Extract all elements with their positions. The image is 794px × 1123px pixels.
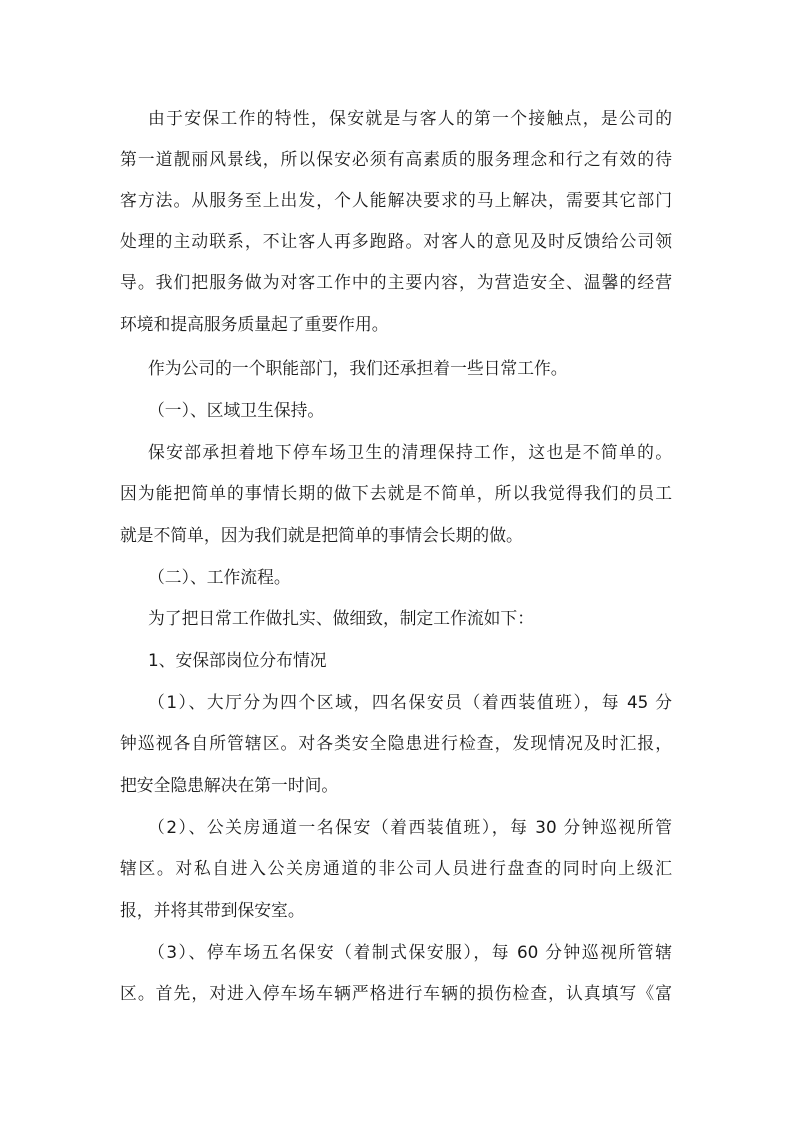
list-item-line: 把安全隐患解决在第一时间。 bbox=[120, 775, 339, 795]
paragraph-line: 由于安保工作的特性，保安就是与客人的第一个接触点，是公司的 bbox=[148, 108, 672, 128]
list-item-line: （3）、停车场五名保安（着制式保安服），每 60 分钟巡视所管辖 bbox=[148, 942, 672, 962]
list-item-line: 报，并将其带到保安室。 bbox=[120, 900, 305, 920]
list-item-line: （1）、大厅分为四个区域，四名保安员（着西装值班），每 45 分 bbox=[148, 692, 672, 712]
paragraph-line: 导。我们把服务做为对客工作中的主要内容，为营造安全、温馨的经营 bbox=[120, 272, 672, 292]
paragraph-line: 因为能把简单的事情长期的做下去就是不简单，所以我觉得我们的员工 bbox=[120, 483, 672, 503]
paragraph-line: 环境和提高服务质量起了重要作用。 bbox=[120, 314, 389, 334]
paragraph-line: 客方法。从服务至上出发，个人能解决要求的马上解决，需要其它部门 bbox=[120, 190, 672, 210]
list-heading: 1、安保部岗位分布情况 bbox=[148, 650, 327, 670]
list-item-line: 辖区。对私自进入公关房通道的非公司人员进行盘查的同时向上级汇 bbox=[120, 858, 672, 878]
paragraph-line: 第一道靓丽风景线，所以保安必须有高素质的服务理念和行之有效的待 bbox=[120, 149, 672, 169]
list-item-line: 区。首先，对进入停车场车辆严格进行车辆的损伤检查，认真填写《富 bbox=[120, 983, 672, 1003]
paragraph-line: 处理的主动联系，不让客人再多跑路。对客人的意见及时反馈给公司领 bbox=[120, 231, 672, 251]
paragraph-line: 作为公司的一个职能部门，我们还承担着一些日常工作。 bbox=[148, 358, 568, 378]
list-item-line: 钟巡视各自所管辖区。对各类安全隐患进行检查，发现情况及时汇报， bbox=[120, 733, 672, 753]
section-heading: （一）、区域卫生保持。 bbox=[148, 400, 325, 420]
list-item-line: （2）、公关房通道一名保安（着西装值班），每 30 分钟巡视所管 bbox=[148, 817, 672, 837]
section-heading: （二）、工作流程。 bbox=[148, 567, 291, 587]
paragraph-line: 保安部承担着地下停车场卫生的清理保持工作，这也是不简单的。 bbox=[148, 442, 672, 462]
paragraph-line: 就是不简单，因为我们就是把简单的事情会长期的做。 bbox=[120, 525, 523, 545]
paragraph-line: 为了把日常工作做扎实、做细致，制定工作流如下： bbox=[148, 608, 534, 628]
